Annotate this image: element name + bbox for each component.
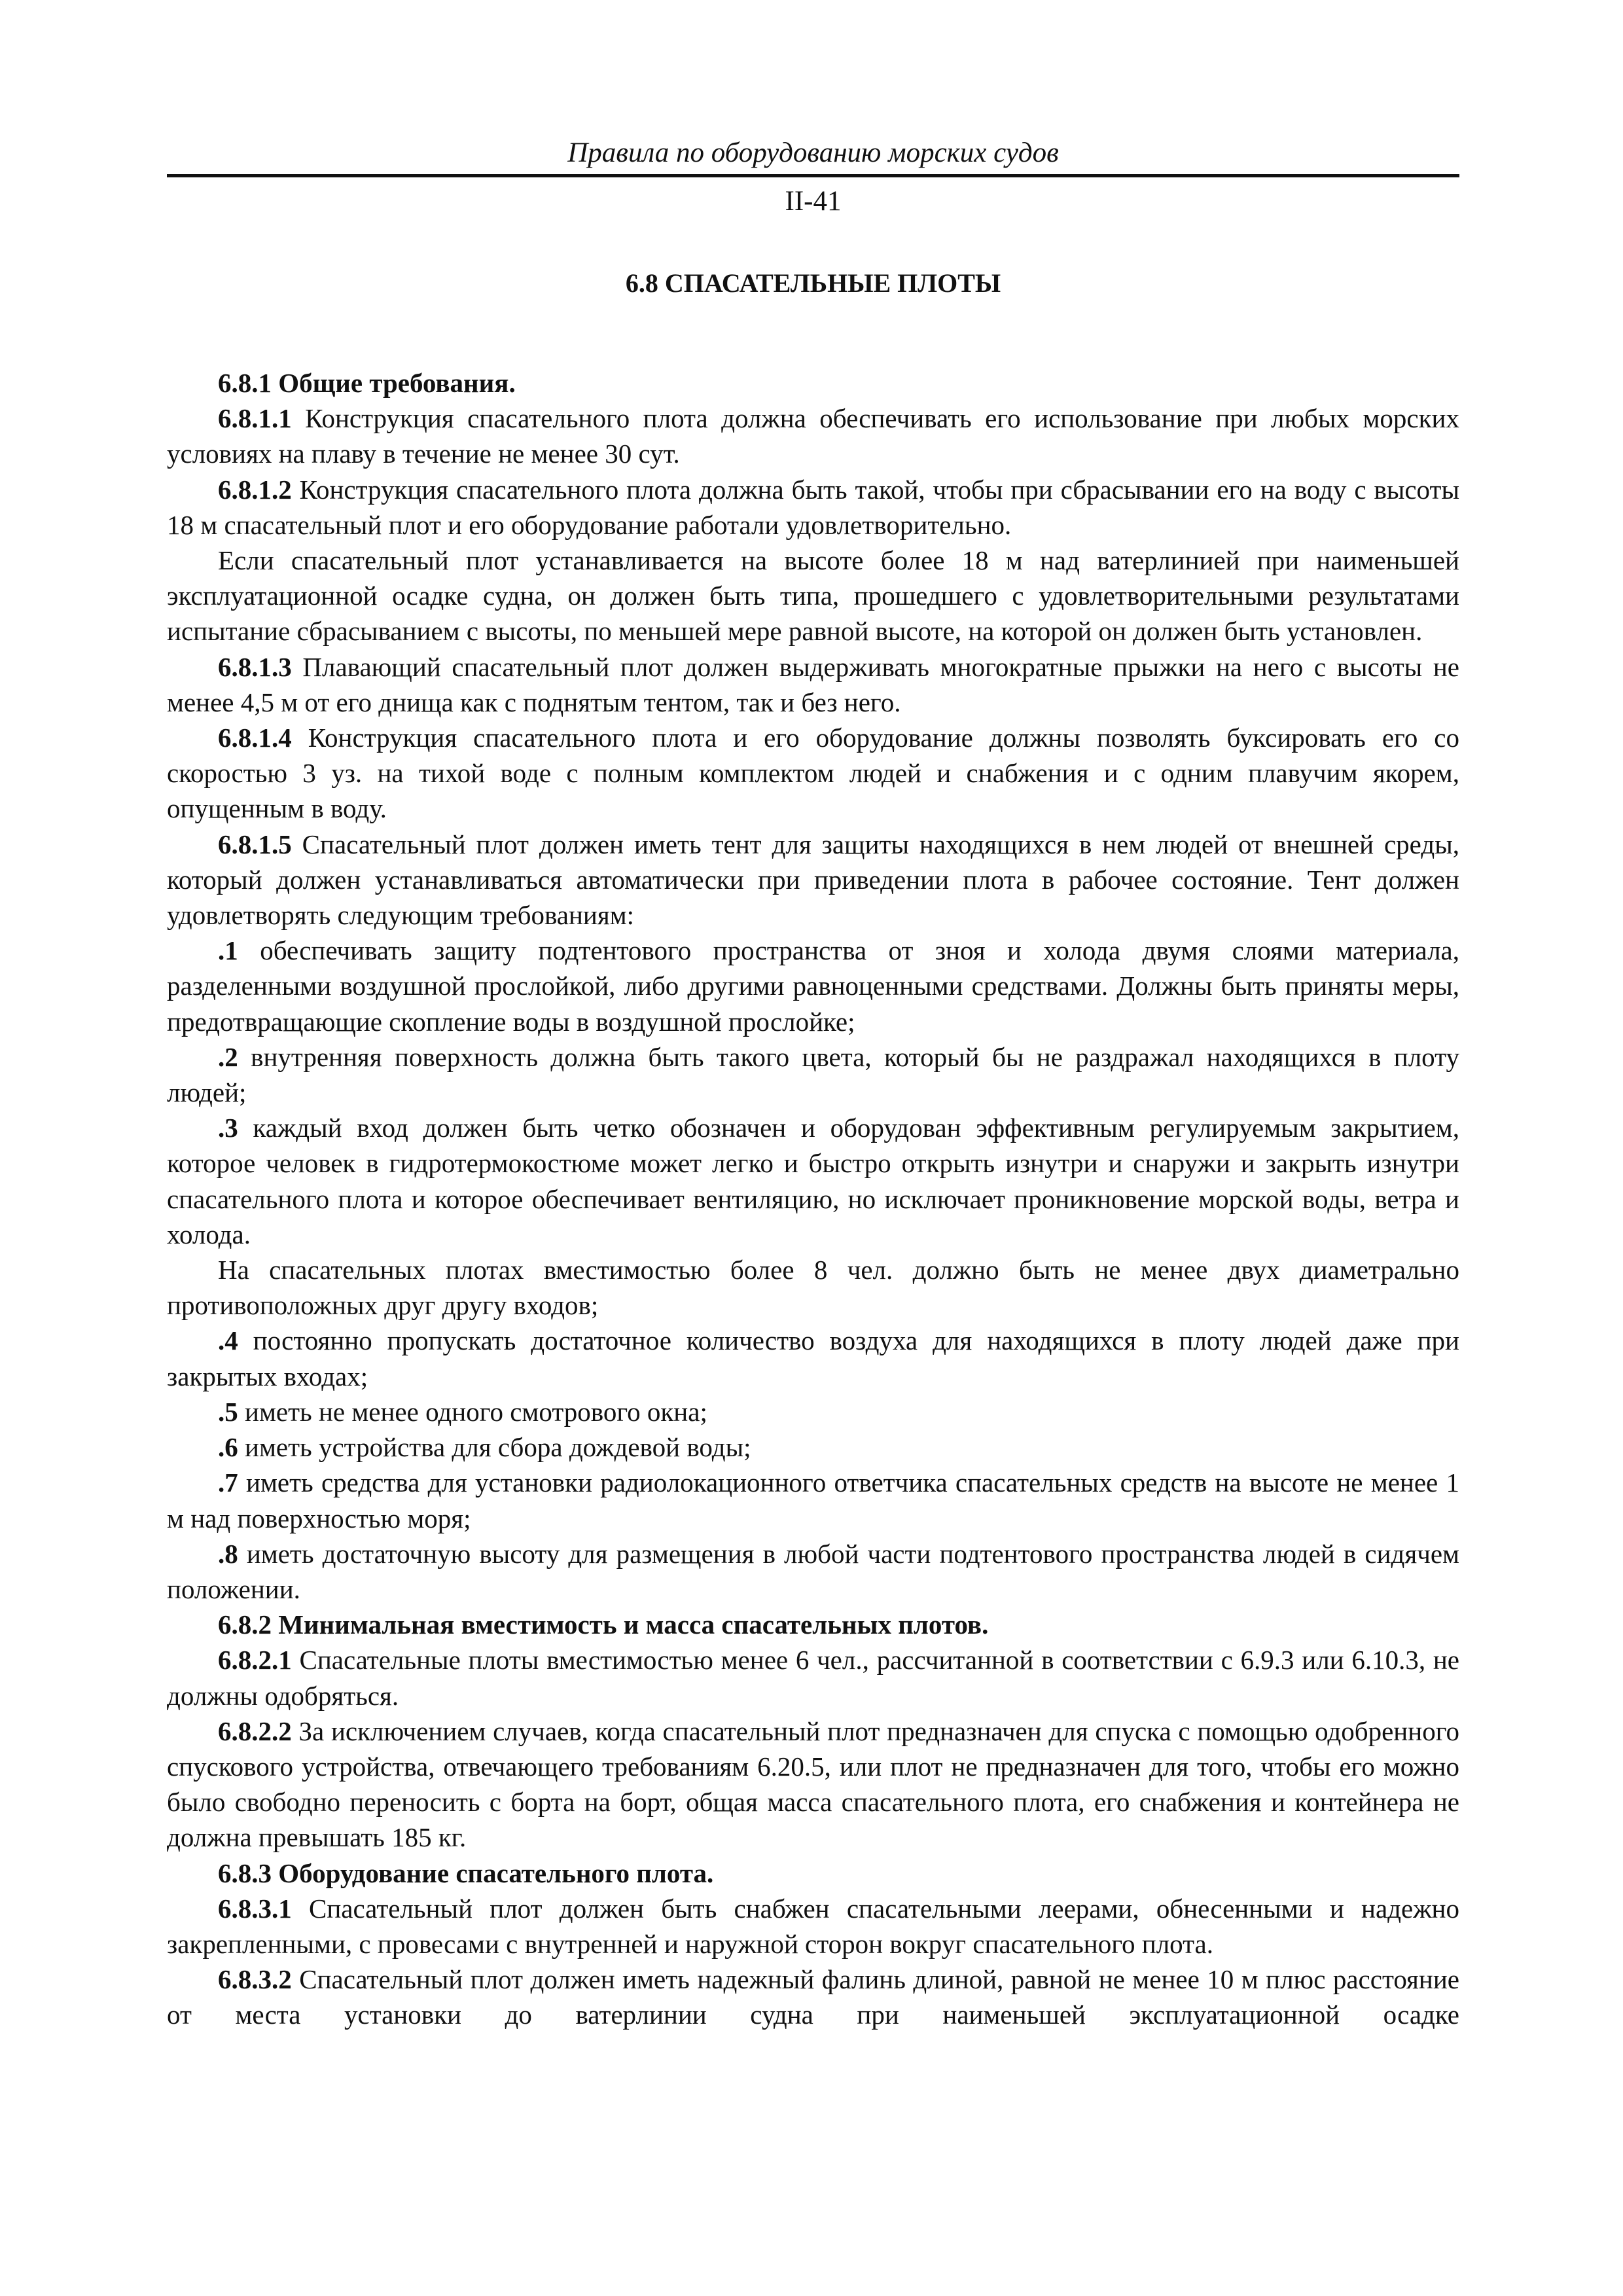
- clause-text: Спасательный плот должен иметь тент для защиты находящихся в нем людей от внешней среды, который должен устанавливаться автоматически при приведении плота в рабочее состояние. Тент должен удовлетворять следующим требованиям:: [167, 829, 1459, 931]
- clause-text: Плавающий спасательный плот должен выдерживать многократные прыжки на него с высоты не менее 4,5 м от его днища как с поднятым тентом, так и без него.: [167, 651, 1459, 717]
- page-number: II-41: [785, 186, 842, 217]
- list-item-7: [167, 1465, 1459, 1535]
- section-title: 6.8 СПАСАТЕЛЬНЫЕ ПЛОТЫ: [625, 268, 1001, 298]
- paragraph-6-8-1-3: [167, 649, 1459, 720]
- item-number: .6: [218, 1432, 238, 1463]
- item-number: .1: [218, 935, 238, 966]
- subsection-heading-6-8-3: 6.8.3 Оборудование спасательного плота.: [218, 1857, 714, 1888]
- clause-number: 6.8.1.1: [218, 403, 292, 434]
- clause-number: 6.8.3.2: [218, 1964, 292, 1995]
- running-header: Правила по оборудованию морских судов: [567, 137, 1059, 168]
- paragraph-6-8-1-2-continuation: Если спасательный плот устанавливается на высоте более 18 м над ватерлинией при наименьшей эксплуатационной осадке судна, он должен быть типа, прошедшего с удовлетворительными результатами испытание сбрасыванием с высоты, по меньшей мере равной высоте, на которой он должен быть установлен.: [167, 545, 1459, 647]
- paragraph-6-8-3-1: [167, 1891, 1459, 1962]
- list-item-3: [167, 1110, 1459, 1252]
- clause-number: 6.8.2.2: [218, 1715, 292, 1746]
- subsection-heading-6-8-1: 6.8.1 Общие требования.: [218, 368, 516, 398]
- clause-text: За исключением случаев, когда спасательный плот предназначен для спуска с помощью одобренного спускового устройства, отвечающего требованиям 6.20.5, или плот не предназначен для того, чтобы его можно было свободно переносить с борта на борт, общая масса спасательного плота, его снабжения и контейнера не должна превышать 185 кг.: [167, 1715, 1459, 1853]
- clause-text: Конструкция спасательного плота и его оборудование должны позволять буксировать его со скоростью 3 уз. на тихой воде с полным комплектом людей и снабжения и с одним плавучим якорем, опущенным в воду.: [167, 723, 1459, 824]
- subsection-heading-6-8-2: 6.8.2 Минимальная вместимость и масса спасательных плотов.: [218, 1609, 989, 1640]
- list-item-3-continuation: На спасательных плотах вместимостью более 8 чел. должно быть не менее двух диаметрально противоположных друг другу входов;: [167, 1255, 1459, 1321]
- item-text: иметь устройства для сбора дождевой воды;: [238, 1432, 751, 1463]
- clause-number: 6.8.1.2: [218, 474, 292, 505]
- body-text: [167, 365, 1459, 2033]
- item-number: .4: [218, 1325, 238, 1356]
- item-text: постоянно пропускать достаточное количество воздуха для находящихся в плоту людей даже при закрытых входах;: [167, 1325, 1459, 1391]
- clause-number: 6.8.1.3: [218, 651, 292, 682]
- clause-text: Конструкция спасательного плота должна обеспечивать его использование при любых морских условиях на плаву в течение не менее 30 сут.: [167, 403, 1459, 469]
- item-number: .7: [218, 1467, 238, 1498]
- paragraph-6-8-2-1: [167, 1642, 1459, 1713]
- item-text: иметь достаточную высоту для размещения в любой части подтентового пространства людей в сидячем положении.: [167, 1538, 1459, 1604]
- clause-number: 6.8.1.5: [218, 829, 292, 859]
- item-number: .8: [218, 1538, 238, 1569]
- clause-text: Конструкция спасательного плота должна быть такой, чтобы при сбрасывании его на воду с высоты 18 м спасательный плот и его оборудование работали удовлетворительно.: [167, 474, 1459, 540]
- paragraph-6-8-2-2: [167, 1713, 1459, 1856]
- item-text: иметь не менее одного смотрового окна;: [238, 1396, 707, 1427]
- item-text: внутренняя поверхность должна быть такого цвета, который бы не раздражал находящихся в плоту людей;: [167, 1041, 1459, 1108]
- clause-number: 6.8.2.1: [218, 1645, 292, 1676]
- item-text: обеспечивать защиту подтентового пространства от зноя и холода двумя слоями материала, разделенными воздушной прослойкой, либо другими равноценными средствами. Должны быть приняты меры, предотвращающие скопление воды в воздушной прослойке;: [167, 935, 1459, 1037]
- paragraph-6-8-1-5: [167, 827, 1459, 933]
- clause-number: 6.8.3.1: [218, 1893, 292, 1924]
- list-item-5: [167, 1394, 1459, 1429]
- list-item-6: [167, 1429, 1459, 1465]
- item-number: .2: [218, 1041, 238, 1072]
- paragraph-6-8-1-2: [167, 472, 1459, 543]
- clause-text: Спасательный плот должен иметь надежный фалинь длиной, равной не менее 10 м плюс расстояние от места установки до ватерлинии судна при наименьшей эксплуатационной осадке: [167, 1964, 1459, 2030]
- paragraph-6-8-1-4: [167, 720, 1459, 827]
- item-number: .3: [218, 1113, 238, 1143]
- item-text: иметь средства для установки радиолокационного ответчика спасательных средств на высоте не менее 1 м над поверхностью моря;: [167, 1467, 1459, 1534]
- paragraph-6-8-3-2: [167, 1962, 1459, 2032]
- header-rule: [167, 174, 1459, 177]
- list-item-4: [167, 1323, 1459, 1393]
- clause-text: Спасательные плоты вместимостью менее 6 чел., рассчитанной в соответствии с 6.9.3 или 6.10.3, не должны одобряться.: [167, 1645, 1459, 1711]
- paragraph-6-8-1-1: [167, 401, 1459, 471]
- list-item-1: [167, 933, 1459, 1039]
- clause-number: 6.8.1.4: [218, 723, 292, 753]
- clause-text: Спасательный плот должен быть снабжен спасательными леерами, обнесенными и надежно закрепленными, с провесами с внутренней и наружной сторон вокруг спасательного плота.: [167, 1893, 1459, 1959]
- item-text: каждый вход должен быть четко обозначен и оборудован эффективным регулируемым закрытием, которое человек в гидротермокостюме может легко и быстро открыть изнутри и снаружи и закрыть изнутри спасательного плота и которое обеспечивает вентиляцию, но исключает проникновение морской воды, ветра и холода.: [167, 1113, 1459, 1249]
- list-item-8: [167, 1536, 1459, 1607]
- list-item-2: [167, 1039, 1459, 1110]
- item-number: .5: [218, 1396, 238, 1427]
